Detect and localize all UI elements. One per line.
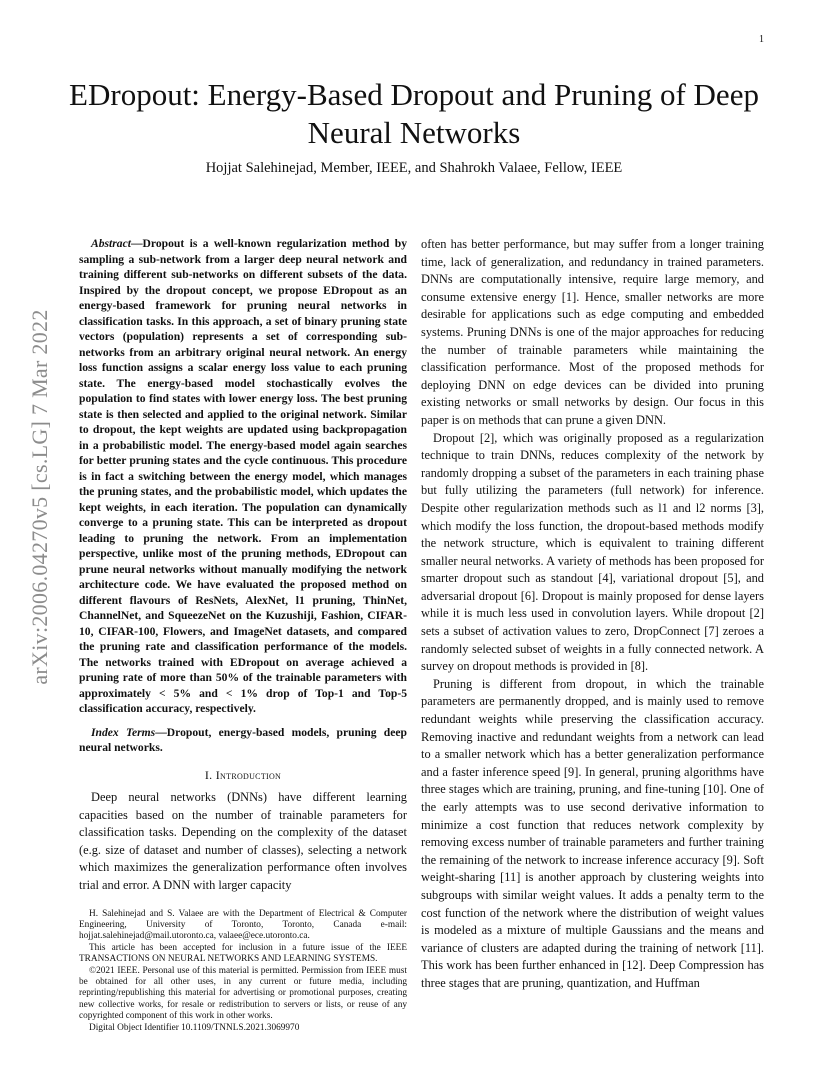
page-number: 1 [759,34,764,45]
section-heading: I. Introduction [204,767,282,782]
arxiv-stamp-text: arXiv:2006.04270v5 [cs.LG] 7 Mar 2022 [27,309,52,685]
author-line: Hojjat Salehinejad, Member, IEEE, and Shahrokh Valaee, Fellow, IEEE [205,160,623,176]
right-column [421,236,764,993]
left-column [79,236,407,1034]
footnote-doi: Digital Object Identifier 10.1109/TNNLS.2021.3069970 [89,1022,300,1033]
abstract [79,236,407,717]
footnote-copyright: ©2021 IEEE. Personal use of this material is permitted. Permission from IEEE must be obtained for all other uses, in any current or future media, including reprinting/republishing this material for advertising or promotional purposes, creating new collective works, for resale or redistribution to servers or lists, or reuse of any copyrighted component of this work in other works. [79,965,407,1022]
index-terms [79,725,407,756]
abstract-label: Abstract [91,237,131,250]
body-paragraph: Dropout [2], which was originally proposed as a regularization technique to train DNNs, reduces complexity of the network by randomly dropping a subset of the parameters in each training phase but fully utilizing the parameters (full network) for inference. Despite other regularization methods such as l1 and l2 norms [3], which modify the loss function, the dropout-based methods modify the network structure, which is equivalent to training different smaller neural networks. A variety of methods has been proposed for smarter dropout such as standout [4], variational dropout [5], and adversarial dropout [6]. Dropout is mainly proposed for dense layers while it is much less used in convolution layers. While dropout [2] sets a subset of activation values to zero, DropConnect [7] zeroes a randomly selected subset of weights in a fully connected network. A survey on dropout methods is provided in [8]. [421,430,764,674]
index-terms-text: —Dropout, energy-based models, pruning deep neural networks. [79,725,407,754]
footnote-affiliation: H. Salehinejad and S. Valaee are with the Department of Electrical & Computer Engineering, University of Toronto, Toronto, Canada e-mail: hojjat.salehinejad@mail.utoronto.ca, valaee@ece.utoronto.ca. [79,908,407,942]
footnote-acceptance: This article has been accepted for inclusion in a future issue of the IEEE TRANSACTIONS ON NEURAL NETWORKS AND LEARNING SYSTEMS. [79,942,407,965]
body-paragraph: Pruning is different from dropout, in which the trainable parameters are permanently dropped, and is mainly used to remove redundant weights while preserving the classification accuracy. Removing inactive and redundant weights from a network can lead to a smaller network which has a better generalization performance and a faster inference speed [9]. In general, pruning algorithms have three stages which are training, pruning, and fine-tuning [10]. One of the early attempts was to use second derivative information to minimize a cost function that reduces network complexity by removing excess number of trainable parameters and further training the remaining of the network to increase inference accuracy [9]. Soft weight-sharing [11] is another approach by clustering weights into subgroups with similar weight values. It adds a penalty term to the cost function of the network where the distribution of weight values is modeled as a mixture of multiple Gaussians and the means and variance of clusters are adapted during the training of network [11]. This work has been further enhanced in [12]. Deep Compression has three stages that are pruning, quantization, and Huffman [421,676,764,990]
abstract-text: —Dropout is a well-known regularization method by sampling a sub-network from a larger deep neural network and training different sub-networks on different subsets of the data. Inspired by the dropout concept, we propose EDropout as an energy-based framework for pruning neural networks in classification tasks. In this approach, a set of binary pruning state vectors (population) represents a set of corresponding sub-networks from an arbitrary original neural network. An energy loss function assigns a scalar energy loss value to each pruning state. The energy-based model stochastically evolves the population to find states with lower energy loss. The best pruning state is then selected and applied to the original network. Similar to dropout, the kept weights are updated using backpropagation in a probabilistic model. The energy-based model again searches for better pruning states and the cycle continuous. This procedure is in fact a switching between the energy model, which manages the pruning states, and the probabilistic model, which updates the kept weights, in each iteration. The population can dynamically converge to a pruning state. This can be interpreted as dropout leading to pruning the network. From an implementation perspective, unlike most of the pruning methods, EDropout can prune neural networks without manually modifying the network architecture code. We have evaluated the proposed method on different flavours of ResNets, AlexNet, l1 pruning, ThinNet, ChannelNet, and SqueezeNet on the Kuzushiji, Fashion, CIFAR-10, CIFAR-100, Flowers, and ImageNet datasets, and compared the pruning rate and classification performance of the models. The networks trained with EDropout on average achieved a pruning rate of more than 50% of the trainable parameters with approximately < 5% and < 1% drop of Top-1 and Top-5 classification accuracy, respectively. [79,237,407,715]
body-paragraph: often has better performance, but may suffer from a longer training time, lack of generalization, and redundancy in trained parameters. DNNs are computationally intensive, require large memory, and consume extensive energy [1]. Hence, smaller networks are more desirable for applications such as edge computing and embedded systems. Pruning DNNs is one of the major approaches for reducing the number of trainable parameters while maintaining the classification performance. Most of the proposed methods for deploying DNN on edge devices can be divided into pruning existing networks or small networks by design. Our focus in this paper is on methods that can prune a given DNN. [421,237,764,427]
paper-title: EDropout: Energy-Based Dropout and Pruning of Deep Neural Networks [69,77,759,150]
intro-paragraph: Deep neural networks (DNNs) have different learning capacities based on the number of trainable parameters for classification tasks. Depending on the complexity of the dataset (e.g. size of dataset and number of classes), selecting a network which maximizes the generalization performance often involves trial and error. A DNN with larger capacity [79,790,407,892]
arxiv-stamp[interactable] [10,262,70,732]
index-terms-label: Index Terms [91,725,156,739]
